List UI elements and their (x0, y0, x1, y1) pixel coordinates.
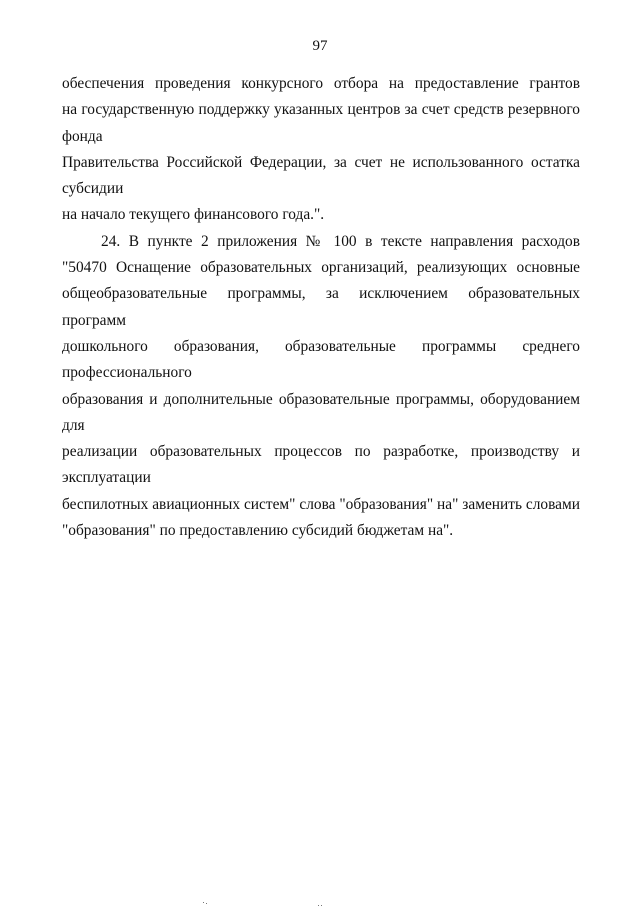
scan-noise (0, 900, 640, 908)
text-line: "50470 Оснащение образовательных организаций, реализующих основные (62, 259, 580, 277)
text-line: реализации образовательных процессов по разработке, производству и эксплуатации (62, 443, 580, 487)
document-body (62, 71, 580, 544)
text-line: на государственную поддержку указанных центров за счет средств резервного фонда (62, 101, 580, 145)
text-line: на начало текущего финансового года.". (62, 206, 325, 224)
page-number: 97 (312, 38, 328, 54)
text-line: обеспечения проведения конкурсного отбора на предоставление грантов (62, 75, 580, 92)
text-line: общеобразовательные программы, за исключением образовательных программ (62, 285, 580, 329)
paragraph-item-24 (62, 229, 580, 545)
paragraph-continuation (62, 71, 580, 229)
text-line: беспилотных авиационных систем" слова "образования" на" заменить словами (62, 495, 580, 513)
text-line: "образования" по предоставлению субсидий бюджетам на". (62, 522, 454, 540)
text-line: 24. В пункте 2 приложения № 100 в тексте направления расходов (101, 232, 580, 250)
text-line: Правительства Российской Федерации, за счет не использованного остатка субсидии (62, 153, 580, 198)
text-line: образования и дополнительные образовательные программы, оборудованием для (62, 390, 580, 434)
text-line: дошкольного образования, образовательные программы среднего профессионального (62, 337, 580, 382)
